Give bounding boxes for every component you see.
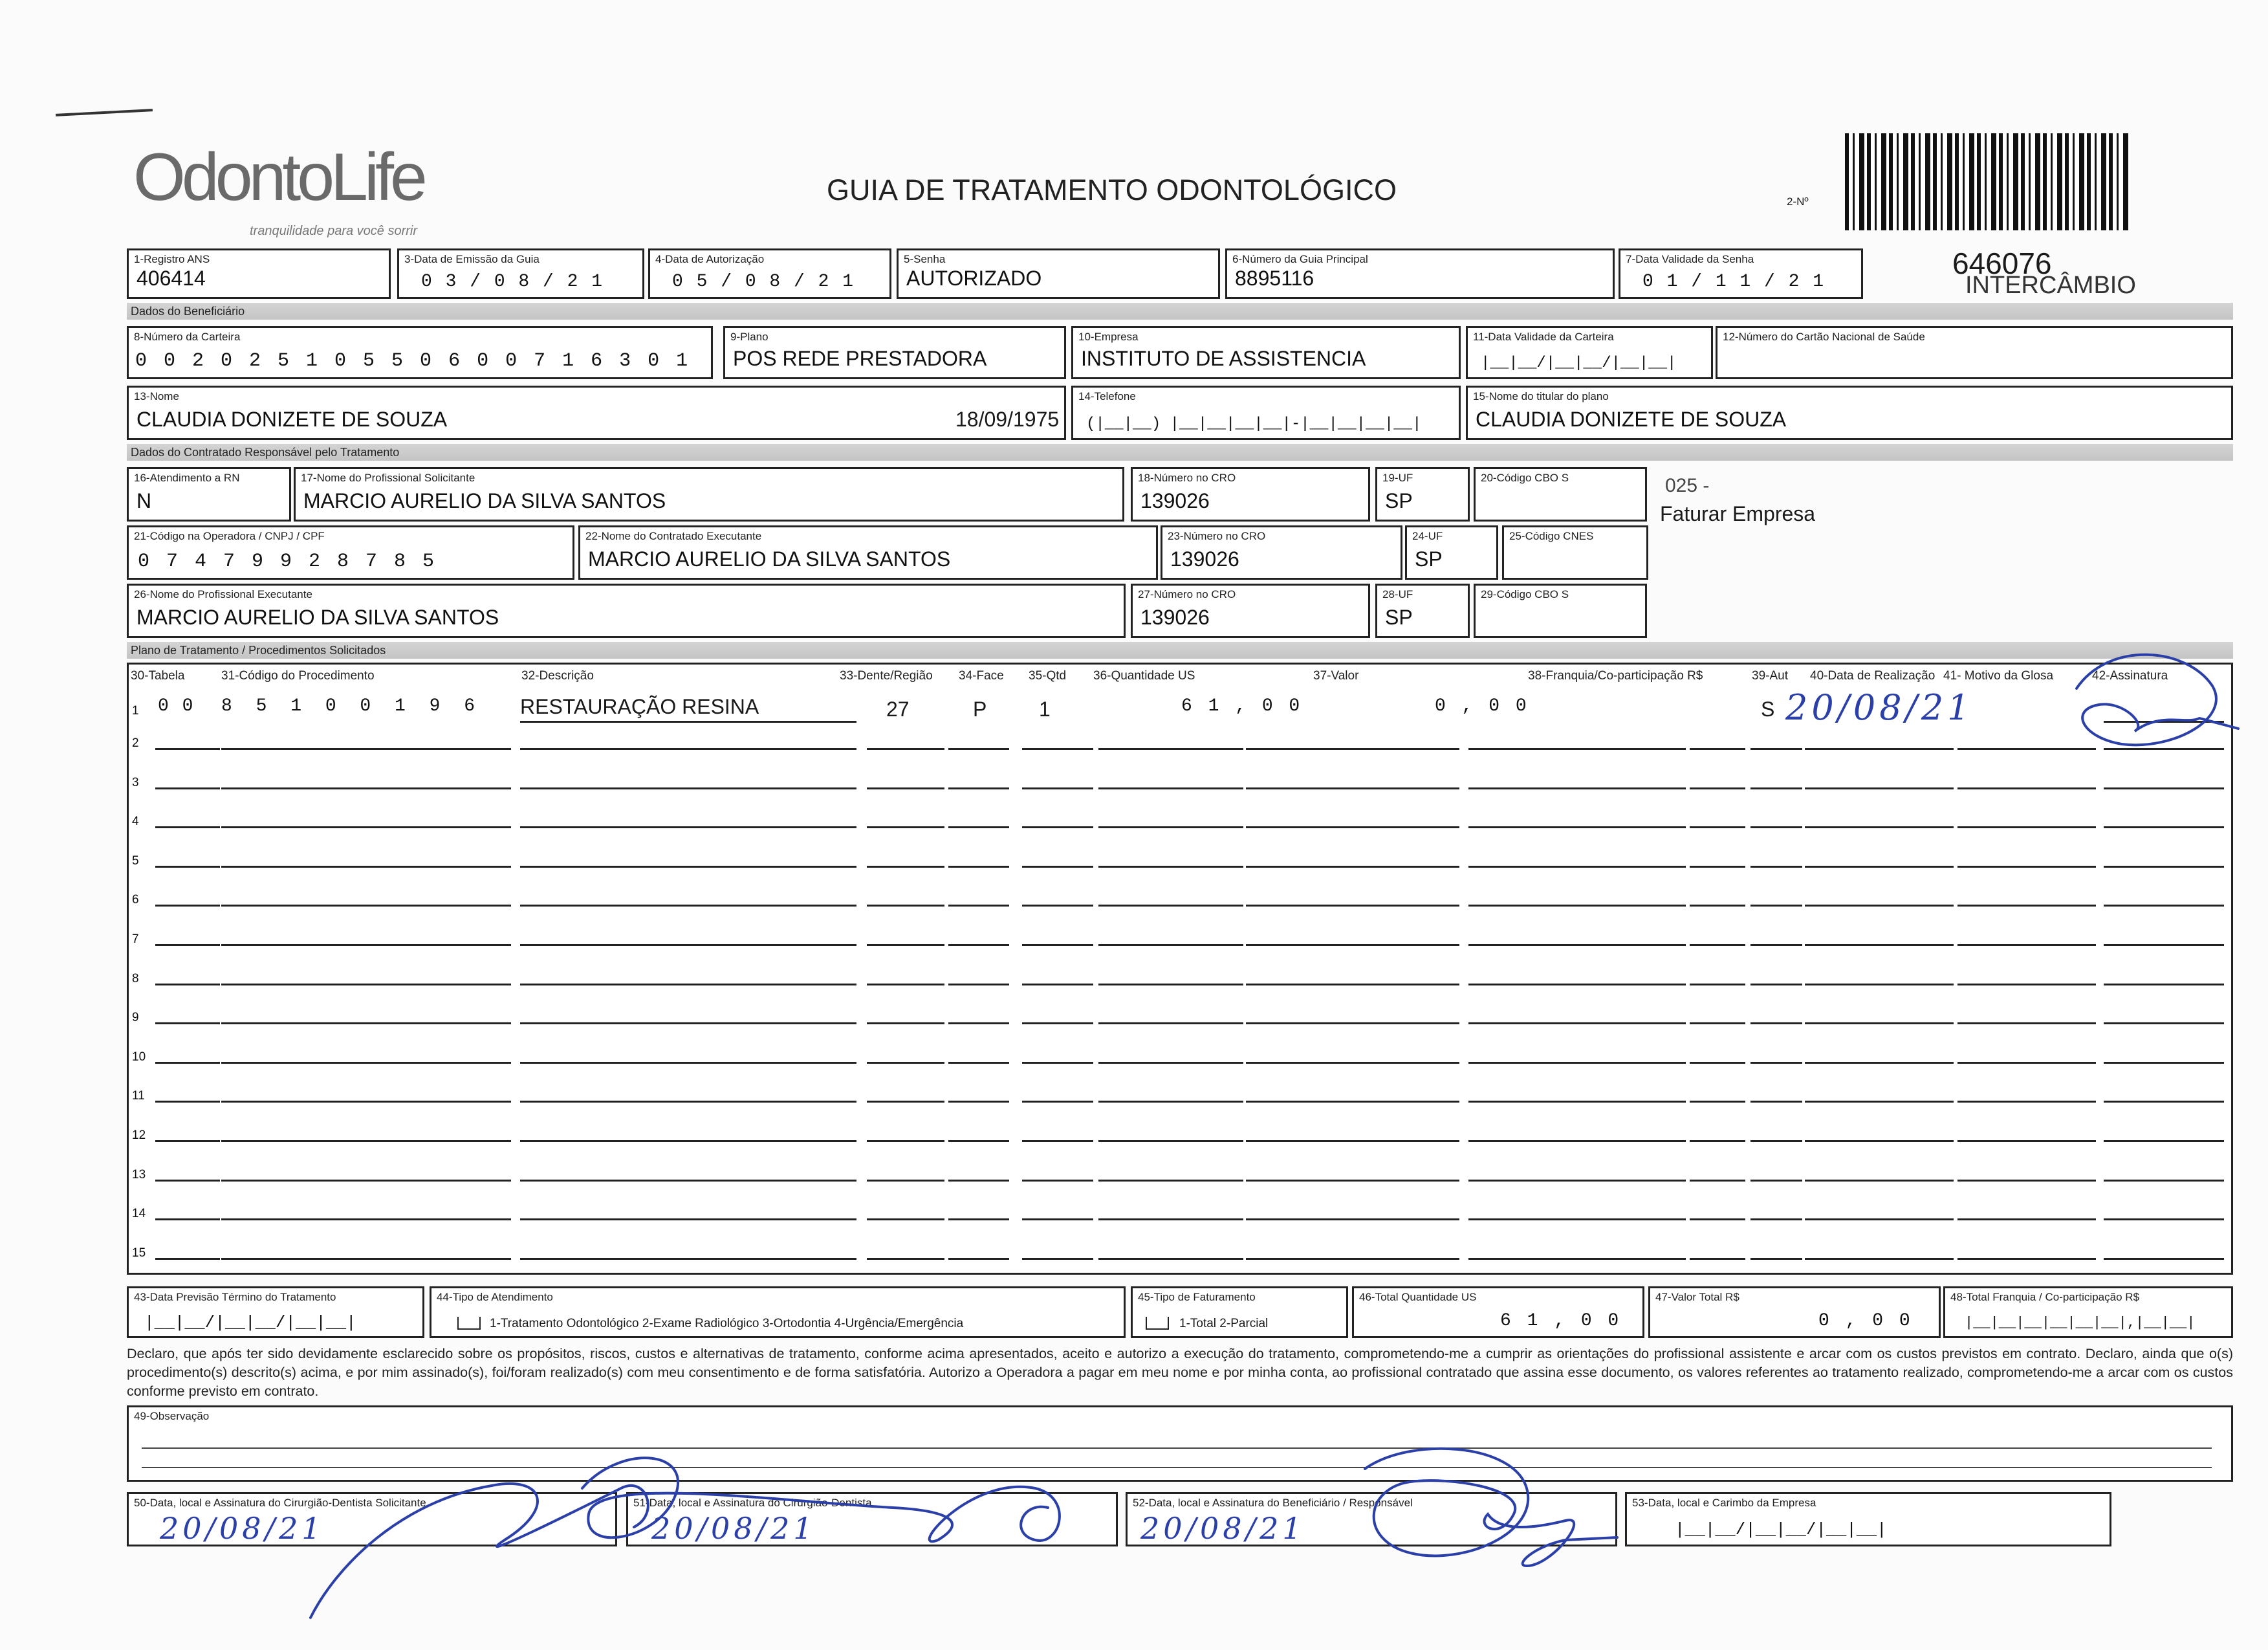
row1-dente: 27 — [886, 698, 910, 721]
col-qtd: 35-Qtd — [1029, 669, 1067, 683]
row1-codigo: 8 5 1 0 0 1 9 6 — [221, 696, 482, 716]
section-contratado: Dados do Contratado Responsável pelo Tratamento — [127, 444, 2233, 461]
field-label: 50-Data, local e Assinatura do Cirurgião-Dentista Solicitante — [134, 1497, 426, 1509]
row-number: 5 — [132, 854, 139, 868]
field-label: 10-Empresa — [1078, 331, 1139, 343]
field-label: 11-Data Validade da Carteira — [1473, 331, 1614, 343]
page-title: GUIA DE TRATAMENTO ODONTOLÓGICO — [827, 173, 1397, 206]
field-value: 139026 — [1140, 606, 1210, 629]
section-beneficiario: Dados do Beneficiário — [127, 303, 2233, 320]
field-value: 0 7 4 7 9 9 2 8 7 8 5 — [138, 551, 437, 573]
row-number: 2 — [132, 736, 139, 750]
field-label: 24-UF — [1412, 530, 1443, 542]
field-value: (|__|__) |__|__|__|__|-|__|__|__|__| — [1086, 415, 1422, 433]
field-value: 1-Tratamento Odontológico 2-Exame Radiológico 3-Ortodontia 4-Urgência/Emergência — [490, 1317, 964, 1330]
field-label: 26-Nome do Profissional Executante — [134, 588, 312, 600]
field-value: 139026 — [1170, 547, 1239, 571]
field-value: MARCIO AURELIO DA SILVA SANTOS — [588, 547, 951, 571]
field-label: 4-Data de Autorização — [655, 253, 765, 265]
field-label: 22-Nome do Contratado Executante — [585, 530, 762, 542]
row-number: 10 — [132, 1050, 146, 1064]
field-value: 406414 — [136, 267, 206, 290]
field-value: |__|__/|__|__/|__|__| — [144, 1313, 356, 1332]
birth-date: 18/09/1975 — [955, 408, 1060, 431]
field-label: 16-Atendimento a RN — [134, 472, 240, 484]
field-value: 8895116 — [1235, 267, 1314, 290]
signature-row1 — [2077, 655, 2238, 745]
side-note-code: 025 - — [1665, 475, 1710, 496]
field-label: 20-Código CBO S — [1481, 472, 1569, 484]
row-number: 3 — [132, 776, 139, 789]
field-label: 46-Total Quantidade US — [1359, 1291, 1477, 1303]
field-label: 18-Número no CRO — [1138, 472, 1236, 484]
row-number: 6 — [132, 893, 139, 907]
col-qtd-us: 36-Quantidade US — [1093, 669, 1195, 683]
field-label: 29-Código CBO S — [1481, 588, 1569, 600]
field-value: 20/08/21 — [1140, 1511, 1305, 1546]
field-value: N — [136, 489, 152, 512]
field-value: 0 1 / 1 1 / 2 1 — [1642, 272, 1826, 292]
field-label: 17-Nome do Profissional Solicitante — [301, 472, 475, 484]
field-label: 6-Número da Guia Principal — [1232, 253, 1368, 265]
row1-qtd-us: 6 1 , 0 0 — [1181, 696, 1303, 716]
field-value: 139026 — [1140, 489, 1210, 512]
row-number: 13 — [132, 1168, 146, 1182]
field-value: |__|__/|__|__/|__|__| — [1481, 355, 1677, 372]
field-label: 15-Nome do titular do plano — [1473, 390, 1609, 402]
field-value: POS REDE PRESTADORA — [733, 347, 987, 370]
col-codigo: 31-Código do Procedimento — [221, 669, 375, 683]
col-valor: 37-Valor — [1313, 669, 1359, 683]
field-label: 44-Tipo de Atendimento — [437, 1291, 553, 1303]
field-label: 51-Data, local e Assinatura do Cirurgião-Dentista — [633, 1497, 872, 1509]
row-number: 14 — [132, 1207, 146, 1220]
declaration-text: Declaro, que após ter sido devidamente esclarecido sobre os propósitos, riscos, custos e alternativas de tratamento, conforme acima apresentados, aceito e autorizo a execução do tratamento, comprometendo-me a cumprir as orientações do profissional assistente e arcar com os custos previstos em contrato. Declaro, ainda que o(s) procedimento(s) descrito(s) acima, e por mim assinado(s), foi/foram realizado(s) com meu consentimento e de forma satisfatória. Autorizo a Operadora a pagar em meu nome e por minha conta, ao profissional contratado que assina esse documento, os valores referentes ao tratamento realizado, comprometendo-me a arcar com os custos conforme previsto em contrato. — [127, 1346, 2233, 1400]
field-value: 0 3 / 0 8 / 2 1 — [421, 272, 604, 292]
field-label: 3-Data de Emissão da Guia — [404, 253, 540, 265]
field-value: 1-Total 2-Parcial — [1179, 1317, 1269, 1330]
guia-numero: 646076 — [1952, 247, 2052, 280]
col-aut: 39-Aut — [1752, 669, 1788, 683]
field-label: 12-Número do Cartão Nacional de Saúde — [1723, 331, 1925, 343]
row-number: 1 — [132, 704, 139, 718]
field-label: 49-Observação — [134, 1410, 210, 1422]
field-label: 7-Data Validade da Senha — [1626, 253, 1754, 265]
field-label: 21-Código na Operadora / CNPJ / CPF — [134, 530, 325, 542]
field-value: INSTITUTO DE ASSISTENCIA — [1081, 347, 1366, 370]
field-label: 1-Registro ANS — [134, 253, 210, 265]
field-value: SP — [1415, 547, 1443, 571]
col-assinatura: 42-Assinatura — [2092, 669, 2168, 683]
col-descricao: 32-Descrição — [521, 669, 594, 683]
row-number: 7 — [132, 932, 139, 946]
row-number: 11 — [132, 1089, 145, 1103]
field-label: 27-Número no CRO — [1138, 588, 1236, 600]
col-tabela: 30-Tabela — [131, 669, 185, 683]
section-plano: Plano de Tratamento / Procedimentos Solicitados — [127, 642, 2233, 659]
field-value: CLAUDIA DONIZETE DE SOUZA — [1476, 408, 1787, 431]
row1-data: 20/08/21 — [1785, 687, 1974, 728]
field-label: 48-Total Franquia / Co-participação R$ — [1950, 1291, 2139, 1303]
row1-qtd: 1 — [1039, 698, 1051, 721]
field-value: 20/08/21 — [160, 1511, 325, 1546]
row-number: 12 — [132, 1128, 146, 1142]
field-label: 19-UF — [1382, 472, 1413, 484]
row1-tabela: 0 0 — [158, 696, 195, 716]
field-value: 6 1 , 0 0 — [1500, 1311, 1622, 1331]
field-label: 9-Plano — [730, 331, 769, 343]
row-number: 9 — [132, 1011, 139, 1024]
field-label: 13-Nome — [134, 390, 179, 402]
guia-tipo: INTERCÂMBIO — [1965, 272, 2136, 299]
row1-descricao: RESTAURAÇÃO RESINA — [520, 695, 759, 718]
field-value: MARCIO AURELIO DA SILVA SANTOS — [136, 606, 499, 629]
signature-dentista — [582, 1458, 1060, 1541]
field-value: 0 5 / 0 8 / 2 1 — [672, 272, 855, 292]
field-label: 28-UF — [1382, 588, 1413, 600]
logo-tagline: tranquilidade para você sorrir — [250, 224, 418, 238]
field-label: 25-Código CNES — [1509, 530, 1594, 542]
col-face: 34-Face — [959, 669, 1004, 683]
field-label: 23-Número no CRO — [1168, 530, 1266, 542]
row1-aut: S — [1761, 698, 1775, 721]
field-value: SP — [1385, 489, 1413, 512]
field-label: 14-Telefone — [1078, 390, 1136, 402]
field-label: 43-Data Previsão Término do Tratamento — [134, 1291, 336, 1303]
field-label: 5-Senha — [904, 253, 946, 265]
field-value: |__|__|__|__|__|__|,|__|__| — [1965, 1315, 2196, 1331]
col-data-realizacao: 40-Data de Realização — [1810, 669, 1935, 683]
field-value: MARCIO AURELIO DA SILVA SANTOS — [303, 489, 666, 512]
row-number: 4 — [132, 815, 139, 828]
field-value: |__|__/|__|__/|__|__| — [1675, 1520, 1887, 1539]
logo: OdontoLife — [133, 140, 424, 215]
row1-face: P — [973, 698, 987, 721]
signature-beneficiario — [1365, 1449, 1617, 1566]
row-number: 8 — [132, 972, 139, 985]
field-label: 47-Valor Total R$ — [1655, 1291, 1739, 1303]
row1-franquia: 0 , 0 0 — [1435, 696, 1529, 716]
field-value: 0 , 0 0 — [1818, 1311, 1913, 1331]
field-label: 8-Número da Carteira — [134, 331, 241, 343]
field-label: 53-Data, local e Carimbo da Empresa — [1632, 1497, 1816, 1509]
col-dente: 33-Dente/Região — [840, 669, 933, 683]
field-value: AUTORIZADO — [906, 267, 1042, 290]
field-value: 20/08/21 — [651, 1511, 816, 1546]
side-note-faturar: Faturar Empresa — [1660, 502, 1816, 525]
field-value: CLAUDIA DONIZETE DE SOUZA — [136, 408, 448, 431]
col-franquia: 38-Franquia/Co-participação R$ — [1528, 669, 1703, 683]
row-number: 15 — [132, 1246, 146, 1260]
field-value: 0 0 2 0 2 5 1 0 5 5 0 6 0 0 7 1 6 3 0 1 — [135, 350, 691, 372]
field-value: SP — [1385, 606, 1413, 629]
field-label: 45-Tipo de Faturamento — [1138, 1291, 1256, 1303]
field-label: 52-Data, local e Assinatura do Beneficiário / Responsável — [1133, 1497, 1413, 1509]
numero-label: 2-Nº — [1787, 195, 1809, 208]
col-motivo-glosa: 41- Motivo da Glosa — [1943, 669, 2054, 683]
